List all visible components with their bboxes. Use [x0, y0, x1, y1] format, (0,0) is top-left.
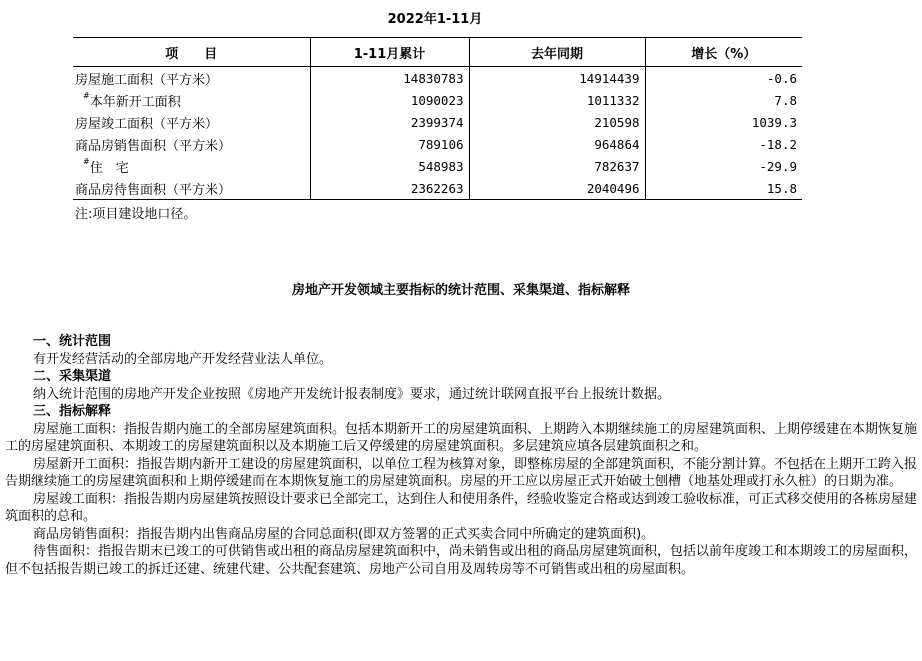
- row-item-label: 房屋施工面积（平方米）: [75, 72, 219, 88]
- heading-channel: 二、采集渠道: [33, 369, 112, 384]
- table-row: [73, 111, 802, 133]
- header-cumulative: 1-11月累计: [310, 38, 469, 67]
- table-row: [73, 67, 802, 90]
- row-item-name: [73, 155, 310, 177]
- footnote-mark: #: [83, 156, 90, 166]
- row-last-year-value: 14914439: [469, 67, 645, 90]
- header-item: 项 目: [73, 38, 310, 67]
- heading-definitions: 三、指标解释: [33, 404, 112, 419]
- table-header-row: [73, 38, 802, 67]
- row-cumulative-value: 1090023: [310, 89, 469, 111]
- table-row: [73, 177, 802, 200]
- row-last-year-value: 2040496: [469, 177, 645, 200]
- footnote-mark: #: [83, 90, 90, 100]
- row-growth-value: -0.6: [645, 67, 802, 90]
- row-cumulative-value: 2362263: [310, 177, 469, 200]
- header-growth: 增长（%）: [645, 38, 802, 67]
- row-cumulative-value: 14830783: [310, 67, 469, 90]
- definition-new-start-area: 房屋新开工面积：指报告期内新开工建设的房屋建筑面积，以单位工程为核算对象，即整栋房屋的全部建筑面积，不能分割计算。不包括在上期开工跨入报告期继续施工的房屋建筑面积和上期停缓建而在本期恢复施工的房屋建筑面积。房屋的开工应以房屋正式开始破土刨槽（地基处理或打永久桩）的日期为准。: [5, 456, 918, 489]
- explanation-content: [5, 333, 917, 578]
- row-last-year-value: 782637: [469, 155, 645, 177]
- row-item-label: 住 宅: [89, 160, 129, 176]
- row-growth-value: -18.2: [645, 133, 802, 155]
- row-growth-value: 1039.3: [645, 111, 802, 133]
- row-cumulative-value: 2399374: [310, 111, 469, 133]
- row-item-label: 商品房销售面积（平方米）: [75, 138, 232, 154]
- row-item-label: 房屋竣工面积（平方米）: [75, 116, 219, 132]
- table-row: [73, 89, 802, 111]
- row-last-year-value: 210598: [469, 111, 645, 133]
- definition-construction-area: 房屋施工面积：指报告期内施工的全部房屋建筑面积。包括本期新开工的房屋建筑面积、上期跨入本期继续施工的房屋建筑面积、上期停缓建在本期恢复施工的房屋建筑面积、本期竣工的房屋建筑面积以及本期施工后又停缓建的房屋建筑面积。多层建筑应填各层建筑面积之和。: [5, 421, 918, 454]
- row-item-label: 本年新开工面积: [89, 94, 181, 110]
- row-item-name: [73, 133, 310, 155]
- report-period: 2022年1-11月: [387, 12, 483, 27]
- row-growth-value: 15.8: [645, 177, 802, 200]
- statistics-table: [73, 37, 802, 200]
- scope-text: 有开发经营活动的全部房地产开发经营业法人单位。: [33, 351, 333, 367]
- heading-scope: 一、统计范围: [33, 334, 112, 349]
- table-row: [73, 133, 802, 155]
- row-last-year-value: 964864: [469, 133, 645, 155]
- section-title: 房地产开发领域主要指标的统计范围、采集渠道、指标解释: [291, 283, 630, 298]
- definition-unsold-area: 待售面积：指报告期末已竣工的可供销售或出租的商品房屋建筑面积中，尚未销售或出租的商品房屋建筑面积，包括以前年度竣工和本期竣工的房屋面积，但不包括报告期已竣工的拆迁还建、统建代建、公共配套建筑、房地产公司自用及周转房等不可销售或出租的房屋面积。: [5, 544, 918, 577]
- row-cumulative-value: 789106: [310, 133, 469, 155]
- row-item-name: [73, 89, 310, 111]
- definition-completed-area: 房屋竣工面积：指报告期内房屋建筑按照设计要求已全部完工，达到住人和使用条件，经验收鉴定合格或达到竣工验收标准，可正式移交使用的各栋房屋建筑面积的总和。: [5, 491, 918, 524]
- definition-sales-area: 商品房销售面积：指报告期内出售商品房屋的合同总面积(即双方签署的正式买卖合同中所确定的建筑面积)。: [33, 526, 655, 542]
- table-row: [73, 155, 802, 177]
- row-item-label: 商品房待售面积（平方米）: [75, 182, 232, 198]
- channel-text: 纳入统计范围的房地产开发企业按照《房地产开发统计报表制度》要求，通过统计联网直报平台上报统计数据。: [33, 386, 671, 402]
- header-last-year: 去年同期: [469, 38, 645, 67]
- row-growth-value: -29.9: [645, 155, 802, 177]
- row-cumulative-value: 548983: [310, 155, 469, 177]
- row-item-name: [73, 67, 310, 90]
- table-note: 注:项目建设地口径。: [75, 207, 197, 222]
- row-item-name: [73, 111, 310, 133]
- row-item-name: [73, 177, 310, 200]
- row-growth-value: 7.8: [645, 89, 802, 111]
- row-last-year-value: 1011332: [469, 89, 645, 111]
